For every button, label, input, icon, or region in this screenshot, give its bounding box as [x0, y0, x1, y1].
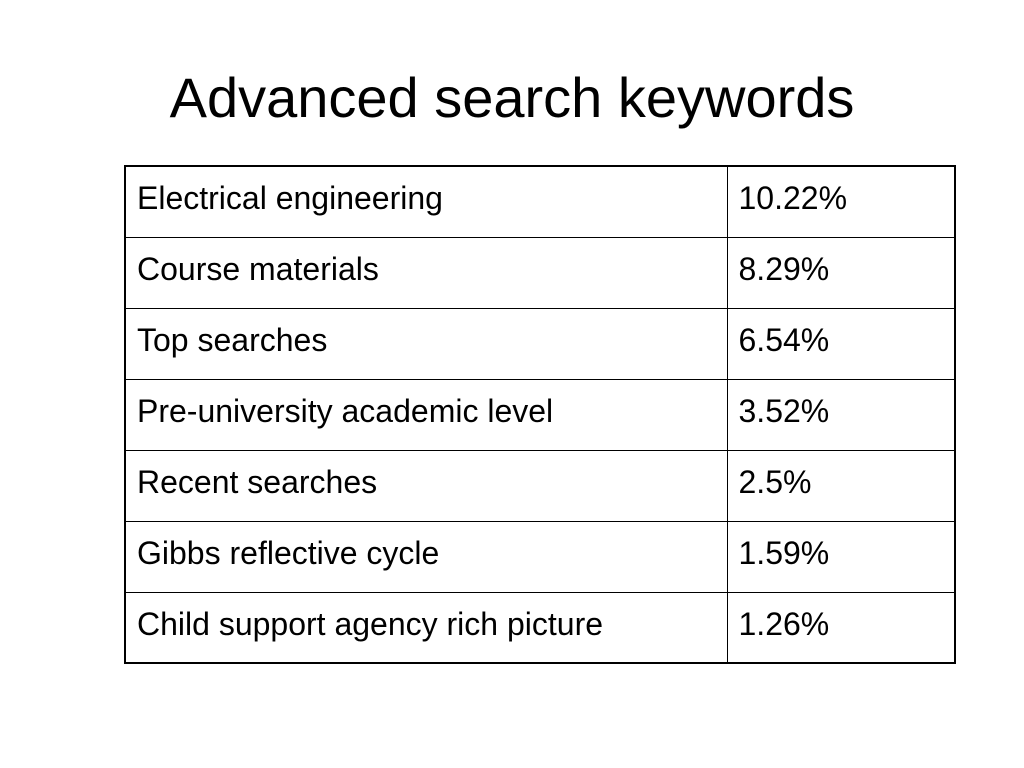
percent-text: 6.54%: [738, 321, 830, 358]
percent-text: 1.59%: [738, 534, 830, 571]
table-row: [125, 592, 955, 663]
keyword-text: Gibbs reflective cycle: [137, 534, 440, 571]
keyword-cell: [125, 308, 727, 379]
percent-cell: [727, 308, 955, 379]
keyword-text: Course materials: [137, 250, 379, 287]
table-row: [125, 166, 955, 237]
keyword-cell: [125, 237, 727, 308]
percent-text: 10.22%: [738, 180, 848, 216]
keyword-text: Top searches: [137, 321, 328, 358]
keyword-text: Electrical engineering: [137, 180, 443, 216]
table-row: [125, 308, 955, 379]
slide-title: Advanced search keywords: [169, 66, 855, 129]
percent-cell: [727, 237, 955, 308]
keyword-text: Child support agency rich picture: [137, 605, 604, 642]
keyword-cell: [125, 166, 727, 237]
percent-text: 3.52%: [738, 392, 830, 429]
keyword-cell: [125, 379, 727, 450]
keyword-text: Pre-university academic level: [137, 392, 554, 429]
percent-cell: [727, 166, 955, 237]
percent-cell: [727, 521, 955, 592]
table-row: [125, 237, 955, 308]
percent-text: 8.29%: [738, 250, 830, 287]
percent-cell: [727, 592, 955, 663]
keyword-cell: [125, 592, 727, 663]
percent-cell: [727, 450, 955, 521]
table-row: [125, 450, 955, 521]
percent-text: 1.26%: [738, 605, 830, 642]
table-row: [125, 521, 955, 592]
percent-text: 2.5%: [738, 463, 812, 500]
keyword-text: Recent searches: [137, 463, 378, 500]
percent-cell: [727, 379, 955, 450]
keyword-cell: [125, 521, 727, 592]
keyword-cell: [125, 450, 727, 521]
table-row: [125, 379, 955, 450]
keywords-table: [124, 165, 956, 664]
